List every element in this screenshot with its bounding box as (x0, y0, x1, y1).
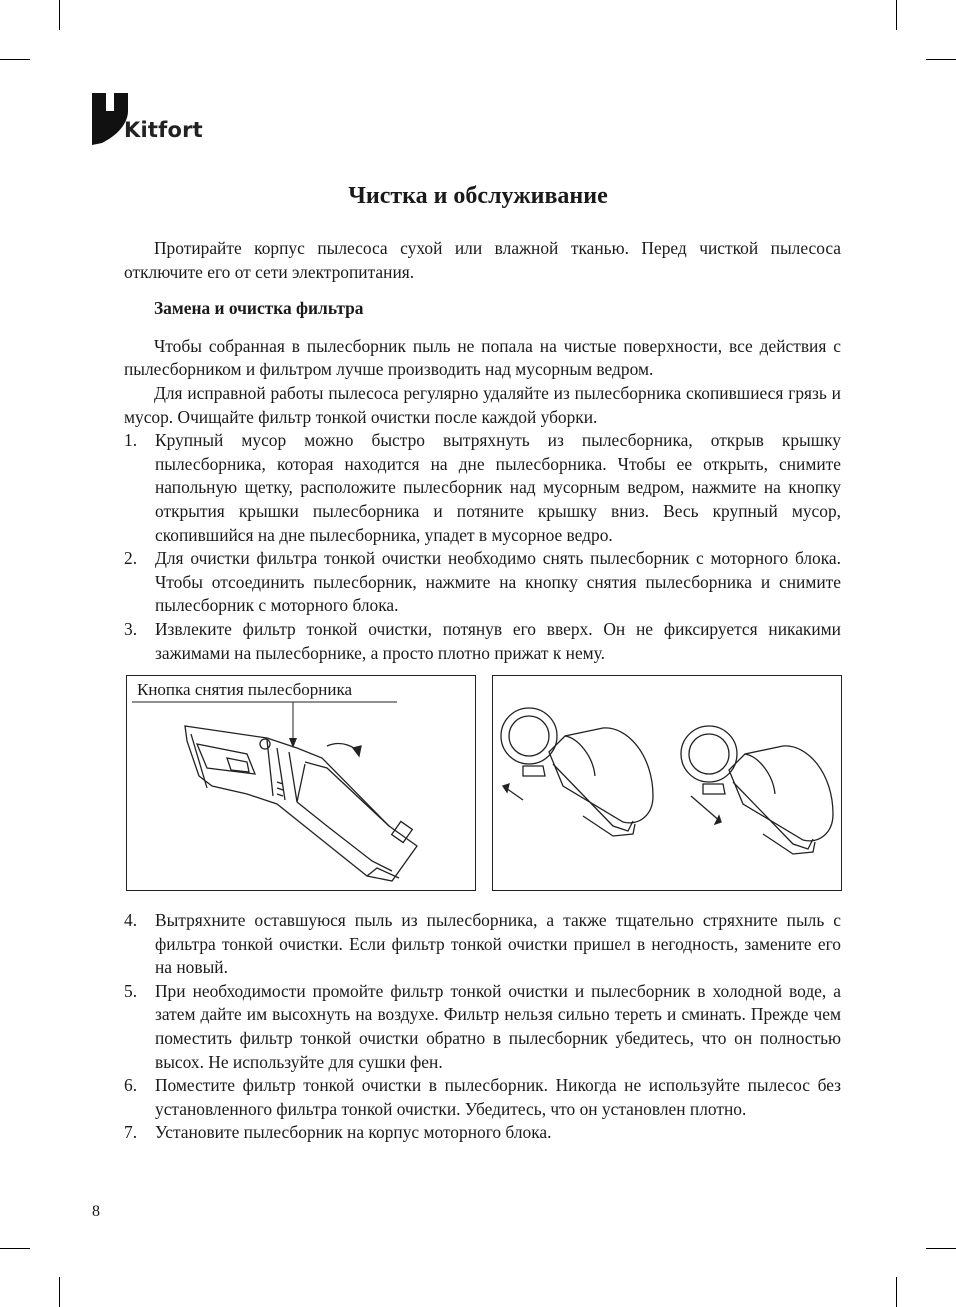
crop-mark (59, 0, 60, 30)
list-item-number: 7. (124, 1122, 138, 1143)
figure-label: Кнопка снятия пылесборника (137, 680, 353, 699)
list-item (124, 909, 841, 980)
crop-mark (926, 59, 956, 60)
vacuum-handheld-illustration (127, 676, 475, 890)
list-item (124, 1121, 841, 1145)
list-item (124, 547, 841, 618)
intro-paragraph: Протирайте корпус пылесоса сухой или влажной тканью. Перед чисткой пылесоса отключите его от сети электропитания. (124, 238, 841, 282)
list-item-number: 2. (124, 548, 138, 569)
section-paragraph: Для исправной работы пылесоса регулярно удаляйте из пылесборника скопившиеся грязь и мусор. Очищайте фильтр тонкой очистки после каждой уборки. (124, 382, 841, 427)
list-item-text: Поместите фильтр тонкой очистки в пылесборник. Никогда не используйте пылесос без установленного фильтра тонкой очистки. Убедитесь, что он установлен плотно. (155, 1075, 841, 1119)
crop-mark (896, 1277, 897, 1307)
section-heading: Замена и очистка фильтра (154, 298, 364, 319)
crop-mark (0, 1248, 30, 1249)
list-item-text: Вытряхните оставшуюся пыль из пылесборника, а также тщательно стряхните пыль с фильтра тонкой очистки. Если фильтр тонкой очистки пришел в негодность, замените его на новый. (155, 910, 841, 978)
list-item (124, 980, 841, 1074)
list-item-text: Установите пылесборник на корпус моторного блока. (155, 1122, 552, 1143)
list-item (124, 1074, 841, 1121)
page-title: Чистка и обслуживание (348, 183, 608, 209)
list-item-text: При необходимости промойте фильтр тонкой очистки и пылесборник в холодной воде, а затем дайте им высохнуть на воздухе. Фильтр нельзя сильно тереть и сминать. Прежде чем поместить фильтр тонкой очистки обратно в пылесборник убедитесь, что он полностью высох. Не используйте для сушки фен. (155, 980, 841, 1072)
crop-mark (926, 1248, 956, 1249)
steps-list (124, 429, 841, 665)
page-number: 8 (92, 1203, 100, 1220)
filter-removal-illustration (493, 676, 841, 890)
list-item-number: 3. (124, 618, 138, 639)
brand-name: Kitfort (124, 118, 203, 142)
lower-text (124, 909, 841, 1145)
upper-text (124, 237, 841, 665)
crop-mark (59, 1277, 60, 1307)
figure-filter-removal (492, 675, 842, 891)
list-item-number: 4. (124, 910, 138, 930)
section-paragraph: Чтобы собранная в пылесборник пыль не попала на чистые поверхности, все действия с пылесборником и фильтром лучше производить над мусорным ведром. (124, 335, 841, 380)
steps-list (124, 909, 841, 1145)
list-item-number: 1. (124, 430, 138, 451)
list-item-number: 6. (124, 1075, 138, 1096)
figure-dust-container-release (126, 675, 476, 891)
list-item-text: Для очистки фильтра тонкой очистки необходимо снять пылесборник с моторного блока. Чтобы отсоединить пылесборник, нажмите на кнопку снятия пылесборника и снимите пылесборник с моторного блока. (155, 548, 841, 616)
crop-mark (896, 0, 897, 30)
list-item-number: 5. (124, 980, 138, 1001)
list-item-text: Извлеките фильтр тонкой очистки, потянув его вверх. Он не фиксируется никакими зажимами на пылесборнике, а просто плотно прижат к нему. (155, 618, 841, 663)
list-item-text: Крупный мусор можно быстро вытряхнуть из пылесборника, открыв крышку пылесборника, которая находится на дне пылесборника. Чтобы ее открыть, снимите напольную щетку, расположите пылесборник над мусорным ведром, нажмите на кнопку открытия крышки пылесборника и потяните крышку вниз. Весь крупный мусор, скопившийся на дне пылесборника, упадет в мусорное ведро. (155, 430, 841, 545)
list-item (124, 618, 841, 665)
list-item (124, 429, 841, 547)
crop-mark (0, 59, 30, 60)
